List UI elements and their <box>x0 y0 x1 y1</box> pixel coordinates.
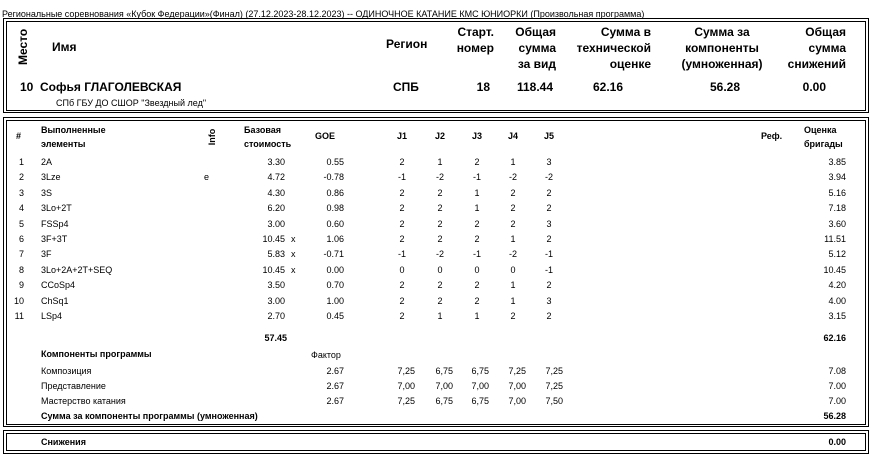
element-number: 10 <box>13 295 24 306</box>
element-base-value: 3.50 <box>267 280 285 291</box>
judge-mark: -2 <box>508 172 517 183</box>
element-goe: 1.00 <box>326 295 344 306</box>
component-judge-mark: 6,75 <box>435 396 453 406</box>
element-goe: 0.60 <box>326 218 344 229</box>
element-score: 3.60 <box>828 218 846 229</box>
judge-mark: 2 <box>510 311 516 321</box>
element-base-value: 5.83 <box>267 249 285 260</box>
header-start-number: Старт. номер <box>456 25 494 55</box>
element-base-value: 4.30 <box>267 187 285 198</box>
element-number: 6 <box>18 234 24 244</box>
component-score: 7.00 <box>828 396 846 406</box>
judge-mark: 1 <box>474 203 480 214</box>
judge-mark: 2 <box>510 203 516 214</box>
col-j5-header: J5 <box>543 131 554 141</box>
element-code: CCoSp4 <box>41 280 76 291</box>
header-deductions: Общая сумма снижений <box>787 25 846 71</box>
component-factor: 2.67 <box>326 381 344 391</box>
skater-total: 118.44 <box>516 80 553 94</box>
deductions-label: Снижения <box>41 437 86 447</box>
judge-mark: 2 <box>399 187 405 198</box>
component-judge-mark: 7,00 <box>471 381 489 391</box>
element-info: e <box>204 172 210 183</box>
element-code: 3Lze <box>41 172 61 183</box>
header-place: Место <box>16 28 30 65</box>
element-goe: 0.45 <box>326 311 344 321</box>
element-bonus-marker: x <box>291 234 296 244</box>
element-base-value: 10.45 <box>262 264 285 275</box>
element-number: 2 <box>18 172 24 183</box>
factor-header: Фактор <box>311 350 341 360</box>
col-j2-header: J2 <box>434 131 445 141</box>
judge-mark: 0 <box>474 264 480 275</box>
judge-mark: 1 <box>510 295 516 306</box>
element-base-value: 4.72 <box>267 172 285 183</box>
judge-mark: 0 <box>437 264 443 275</box>
element-score: 5.12 <box>828 249 846 260</box>
element-goe: 0.86 <box>326 187 344 198</box>
col-j4-header: J4 <box>507 131 518 141</box>
element-score: 5.16 <box>828 187 846 198</box>
element-goe: 0.70 <box>326 280 344 291</box>
element-score: 11.51 <box>824 234 846 244</box>
judge-mark: -1 <box>472 249 481 260</box>
element-goe: 0.55 <box>326 157 344 167</box>
element-score: 4.20 <box>828 280 846 291</box>
element-score: 3.85 <box>828 157 846 167</box>
header-name: Имя <box>52 40 77 54</box>
judge-mark: 2 <box>546 234 552 244</box>
judge-mark: 1 <box>437 157 443 167</box>
component-judge-mark: 7,25 <box>545 366 563 376</box>
component-judge-mark: 6,75 <box>435 366 453 376</box>
col-j3-header: J3 <box>471 131 482 141</box>
element-goe: -0.78 <box>323 172 344 183</box>
judge-mark: -2 <box>544 172 553 183</box>
element-number: 9 <box>18 280 24 291</box>
technical-total: 62.16 <box>823 333 846 343</box>
header-technical: Сумма в технической оценке <box>576 25 651 71</box>
judge-mark: 3 <box>546 295 552 306</box>
element-score: 3.15 <box>828 311 846 321</box>
competition-title: Региональные соревнования «Кубок Федерации»(Финал) (27.12.2023-28.12.2023) -- ОДИНОЧНОЕ КАТАНИЕ КМС ЮНИОРКИ (Произвольная программа) <box>2 9 645 19</box>
element-base-value: 6.20 <box>267 203 285 214</box>
element-number: 7 <box>18 249 24 260</box>
judge-mark: 2 <box>399 157 405 167</box>
judge-mark: 0 <box>510 264 516 275</box>
judge-mark: 3 <box>546 218 552 229</box>
judge-mark: 2 <box>437 295 443 306</box>
element-number: 11 <box>14 311 24 321</box>
judge-mark: 2 <box>546 187 552 198</box>
component-judge-mark: 7,25 <box>397 366 415 376</box>
judge-mark: 2 <box>399 234 405 244</box>
component-judge-mark: 6,75 <box>471 396 489 406</box>
judge-mark: 2 <box>546 311 552 321</box>
component-judge-mark: 7,25 <box>508 366 526 376</box>
judge-mark: -1 <box>544 249 553 260</box>
component-name: Представление <box>41 381 106 391</box>
component-judge-mark: 7,00 <box>508 396 526 406</box>
component-judge-mark: 7,00 <box>508 381 526 391</box>
element-code: 3Lo+2T <box>41 203 72 214</box>
judge-mark: -1 <box>472 172 481 183</box>
judge-mark: 2 <box>510 187 516 198</box>
judge-mark: 2 <box>546 203 552 214</box>
element-number: 3 <box>18 187 24 198</box>
judge-mark: -2 <box>508 249 517 260</box>
judge-mark: 1 <box>474 311 480 321</box>
judge-mark: 2 <box>399 218 405 229</box>
component-score: 7.00 <box>828 381 846 391</box>
element-score: 3.94 <box>828 172 846 183</box>
judge-mark: 2 <box>474 295 480 306</box>
component-score: 7.08 <box>828 366 846 376</box>
component-factor: 2.67 <box>326 396 344 406</box>
element-code: ChSq1 <box>41 295 69 306</box>
components-sum-label: Сумма за компоненты программы (умноженная) <box>41 411 258 421</box>
element-code: 3F+3T <box>41 234 68 244</box>
col-referee-header: Реф. <box>761 131 783 141</box>
element-score: 7.18 <box>828 203 846 214</box>
element-goe: -0.71 <box>323 249 344 260</box>
judge-mark: 2 <box>437 203 443 214</box>
element-code: FSSp4 <box>41 218 69 229</box>
col-elements-header: Выполненные элементы <box>41 125 106 149</box>
judge-mark: 2 <box>474 280 480 291</box>
col-base-header: Базовая стоимость <box>244 125 292 149</box>
element-code: 3F <box>41 249 52 260</box>
col-number-header: # <box>16 131 22 141</box>
skater-deductions: 0.00 <box>802 80 826 94</box>
skater-club: СПб ГБУ ДО СШОР "Звездный лед" <box>56 98 207 108</box>
element-base-value: 3.00 <box>267 295 285 306</box>
judge-mark: 1 <box>510 280 516 291</box>
element-base-value: 10.45 <box>262 234 285 244</box>
element-base-value: 3.00 <box>267 218 285 229</box>
component-name: Мастерство катания <box>41 396 126 406</box>
element-base-value: 3.30 <box>267 157 285 167</box>
component-factor: 2.67 <box>326 366 344 376</box>
element-score: 10.45 <box>823 264 846 275</box>
judge-mark: -2 <box>435 172 444 183</box>
judge-mark: 2 <box>474 234 480 244</box>
header-region: Регион <box>386 37 428 51</box>
element-number: 4 <box>18 203 24 214</box>
skater-region: СПБ <box>393 80 419 94</box>
judge-mark: 2 <box>474 218 480 229</box>
judge-mark: 1 <box>510 157 516 167</box>
component-judge-mark: 7,00 <box>435 381 453 391</box>
header-total: Общая сумма за вид <box>515 25 556 71</box>
element-code: 3Lo+2A+2T+SEQ <box>41 264 113 275</box>
judge-mark: 1 <box>510 234 516 244</box>
judge-mark: 2 <box>437 234 443 244</box>
judge-mark: 2 <box>437 187 443 198</box>
col-j1-header: J1 <box>396 131 407 141</box>
skater-place: 10 <box>20 80 34 94</box>
components-sum-value: 56.28 <box>823 411 846 421</box>
element-number: 1 <box>18 157 24 167</box>
element-bonus-marker: x <box>291 264 296 275</box>
base-value-total: 57.45 <box>264 333 287 343</box>
component-judge-mark: 6,75 <box>471 366 489 376</box>
judge-mark: 2 <box>399 295 405 306</box>
judge-mark: 2 <box>546 280 552 291</box>
judge-mark: 2 <box>399 280 405 291</box>
deductions-inner-box <box>6 433 866 451</box>
element-goe: 0.98 <box>326 203 344 214</box>
element-code: 3S <box>41 187 53 198</box>
judge-mark: 1 <box>437 311 443 321</box>
col-info-header: Info <box>207 128 217 146</box>
judge-mark: 2 <box>399 203 405 214</box>
component-judge-mark: 7,25 <box>397 396 415 406</box>
element-number: 8 <box>18 264 24 275</box>
header-components: Сумма за компоненты (умноженная) <box>681 25 763 71</box>
element-score: 4.00 <box>828 295 846 306</box>
judge-mark: -1 <box>397 172 406 183</box>
element-goe: 0.00 <box>326 264 344 275</box>
component-judge-mark: 7,00 <box>397 381 415 391</box>
component-name: Композиция <box>41 366 92 376</box>
skater-components: 56.28 <box>709 80 740 94</box>
element-number: 5 <box>18 218 24 229</box>
element-code: 2A <box>41 157 53 167</box>
element-code: LSp4 <box>41 311 63 321</box>
components-title: Компоненты программы <box>41 349 152 359</box>
judge-mark: 3 <box>546 157 552 167</box>
col-goe-header: GOE <box>315 131 336 141</box>
judge-mark: 0 <box>399 264 405 275</box>
judge-mark: 2 <box>437 218 443 229</box>
skater-name: Софья ГЛАГОЛЕВСКАЯ <box>40 80 182 94</box>
col-score-header: Оценка бригады <box>804 125 843 149</box>
judge-mark: -1 <box>544 264 553 275</box>
skater-start-number: 18 <box>476 80 490 94</box>
judge-mark: 2 <box>437 280 443 291</box>
deductions-value: 0.00 <box>828 437 846 447</box>
skater-technical: 62.16 <box>592 80 623 94</box>
judge-mark: -2 <box>435 249 444 260</box>
component-judge-mark: 7,50 <box>545 396 563 406</box>
judge-mark: 2 <box>510 218 516 229</box>
judge-mark: 1 <box>474 187 480 198</box>
judge-mark: 2 <box>474 157 480 167</box>
judge-mark: 2 <box>399 311 405 321</box>
element-base-value: 2.70 <box>267 311 285 321</box>
component-judge-mark: 7,25 <box>545 381 563 391</box>
element-bonus-marker: x <box>291 249 296 260</box>
judge-mark: -1 <box>397 249 406 260</box>
element-goe: 1.06 <box>326 234 344 244</box>
